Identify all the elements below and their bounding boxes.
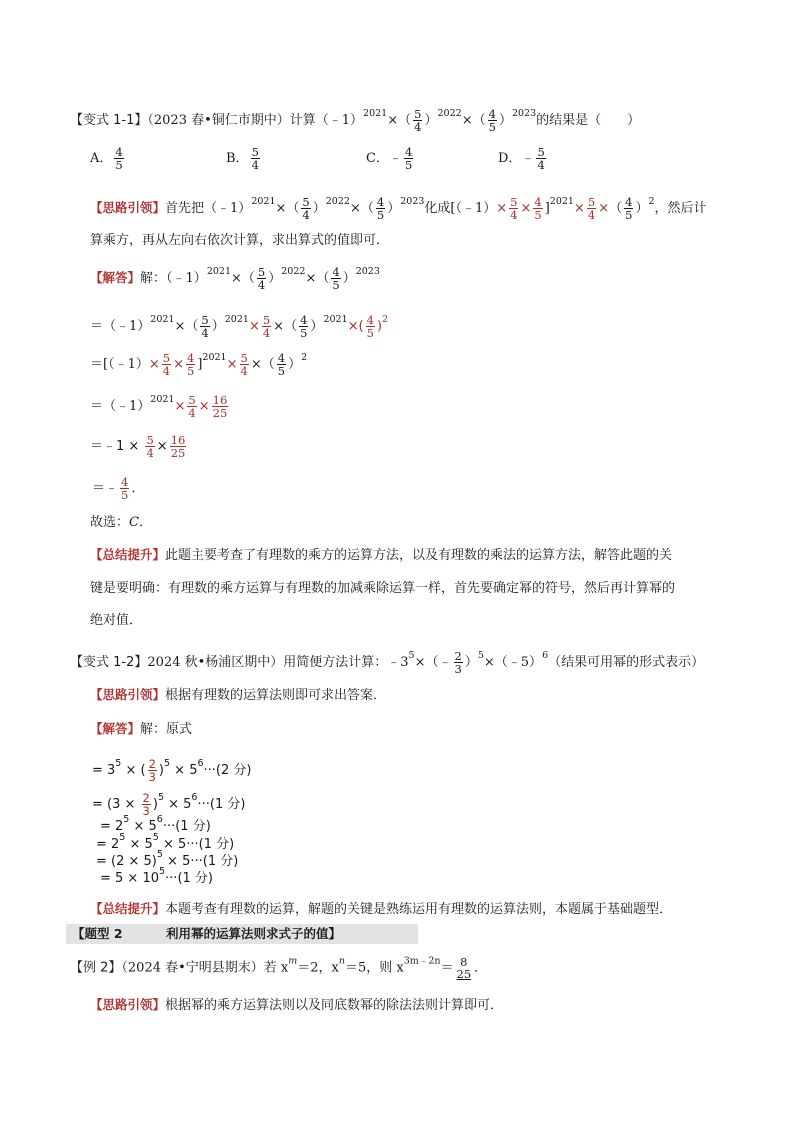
hint-2: 【思路引领】根据有理数的运算法则即可求出答案．: [90, 687, 387, 703]
hint-3: 【思路引领】根据幂的乘方运算法则以及同底数幂的除法法则计算即可．: [90, 997, 504, 1013]
fraction: $\frac{5}{4}$: [414, 107, 422, 134]
option-d: D．﹣ $\frac{5}{4}$: [498, 145, 545, 172]
fraction: $\frac{4}{5}$: [488, 107, 496, 134]
hint-1: 【思路引领】首先把（﹣1）$^{2021}$×（ $\frac{5}{4}$ ）$^{2022}$×（ $\frac{4}{5}$ ）$^{2023}$化成[（﹣1）× $\frac{5}{4}$ × $\frac{4}{5}$ ]$^{2021}$× $\frac{5}{4}$ ×（ $\frac{4}{5}$ ）$^2$，然后计: [90, 195, 707, 222]
question-label: 【变式 1-1】: [70, 113, 148, 128]
option-a: A． $\frac{4}{5}$: [90, 145, 123, 172]
solution-2-line-4: = $2^5 \times 5^5 \times 5\cdot\cdot\cdot(1$ 分): [96, 832, 235, 852]
solution-2-line-6: = $5 \times 10^5\cdot\cdot\cdot(1$ 分): [100, 866, 213, 886]
solution-1-line-4: ＝﹣1 × $\frac{5}{4}$ × $\frac{16}{25}$: [90, 433, 186, 460]
section-heading: 【题型 2 利用幂的运算法则求式子的值】: [66, 924, 418, 944]
question-1-2: 【变式 1-2】2024 秋•杨浦区期中）用简便方法计算：$﹣3^5\times(﹣$ $\frac{2}{3}$ ）$^5$×（﹣5）$^6$（结果可用幂的形式表示）: [70, 649, 705, 676]
solution-2-line-5: = $(2 \times 5)^5 \times 5\cdot\cdot\cdot(1$ 分): [96, 849, 239, 869]
solution-2-line-3: = $2^5 \times 5^6\cdot\cdot\cdot(1$ 分): [100, 814, 211, 834]
solution-1-line-3: ＝（﹣1）$^{2021}$× $\frac{5}{4}$ × $\frac{16}{25}$: [90, 393, 228, 420]
solution-1-line-1: ＝（﹣1）$^{2021}$×（ $\frac{5}{4}$ ）$^{2021}$× $\frac{5}{4}$ ×（ $\frac{4}{5}$ ）$^{2021}$×( $\frac{4}{5}$ )$^2$: [90, 313, 389, 340]
option-b: B． $\frac{5}{4}$: [226, 145, 259, 172]
example-2: 【例 2】（2024 春•宁明县期末）若 $x^m=2$，$x^n=5$，则 $x^{3m﹣2n}=$ 8 25 ．: [70, 955, 488, 981]
solution-2-line-1: = $3^5$ × ( $\frac{2}{3}$ )$^5 \times 5^6\cdot\cdot\cdot(2$ 分): [92, 757, 252, 784]
hint-1-line-2: 算乘方，再从左向右依次计算，求出算式的值即可．: [90, 233, 390, 248]
solution-2-intro: 【解答】解：原式: [90, 721, 193, 737]
options-row: [90, 146, 650, 176]
summary-1-line-1: 【总结提升】此题主要考查了有理数的乘方的运算方法，以及有理数的乘法的运算方法，解答此题的关: [90, 547, 673, 563]
option-c: C．﹣ $\frac{4}{5}$: [366, 145, 413, 172]
solution-1-answer: ＝﹣ $\frac{4}{5}$ ．: [92, 475, 145, 502]
solution-2-line-2: = (3 × $\frac{2}{3}$ )$^5 \times 5^6\cdot\cdot\cdot(1$ 分): [92, 791, 246, 818]
summary-2: 【总结提升】本题考查有理数的运算，解题的关键是熟练运用有理数的运算法则，本题属于基础题型．: [90, 901, 673, 917]
solution-1-line-2: ＝[（﹣1）× $\frac{5}{4}$ × $\frac{4}{5}$ ]$^{2021}$× $\frac{5}{4}$ ×（ $\frac{4}{5}$ ）$^2$: [90, 351, 308, 378]
summary-1-line-2: 键是要明确：有理数的乘方运算与有理数的加减乘除运算一样，首先要确定幂的符号，然后再计算幂的: [90, 581, 676, 596]
question-1-1: 【变式 1-1】（2023 春•铜仁市期中）计算（﹣1）$^{2021}$×（ $\frac{5}{4}$ ）$^{2022}$×（ $\frac{4}{5}$ ）$^{2023}$的结果是（ ）: [70, 107, 641, 134]
summary-1-line-3: 绝对值．: [90, 613, 143, 628]
answer-fraction: 8 25: [456, 955, 472, 981]
solution-1-choice: 故选：C．: [90, 515, 152, 530]
solution-1-line-0: 【解答】解：（﹣1）$^{2021}$×（ $\frac{5}{4}$ ）$^{2022}$×（ $\frac{4}{5}$ ）$^{2023}$: [90, 265, 380, 292]
